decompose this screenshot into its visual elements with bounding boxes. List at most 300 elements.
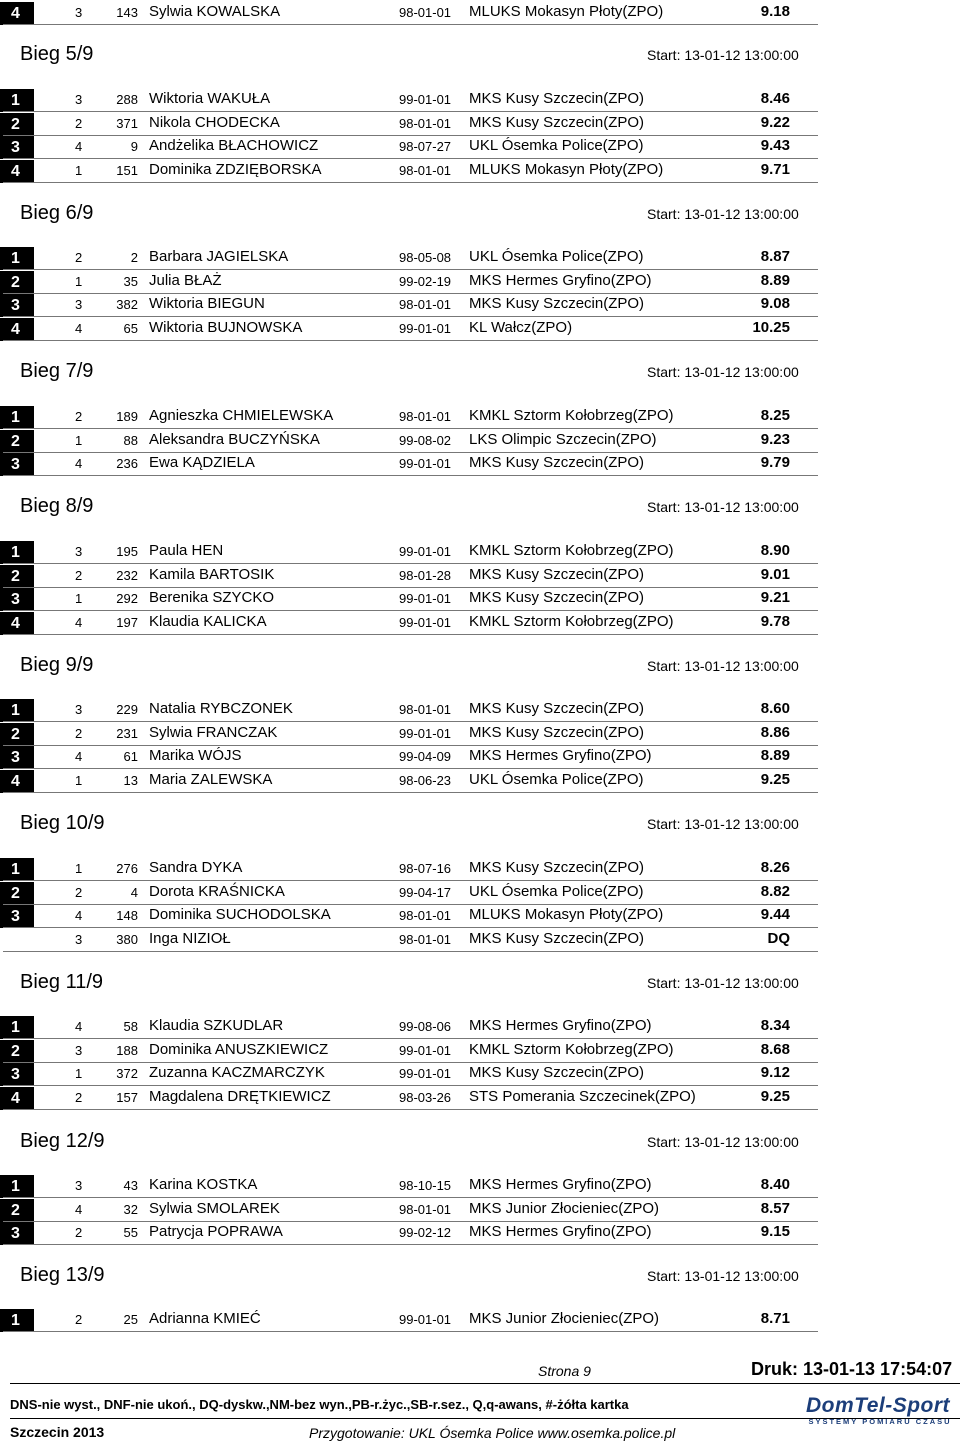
club-name: MKS Hermes Gryfino(ZPO) xyxy=(469,747,652,764)
logo-subtitle: SYSTEMY POMIARU CZASU xyxy=(808,1417,952,1426)
club-name: MKS Junior Złocieniec(ZPO) xyxy=(469,1310,660,1327)
lane-number: 3 xyxy=(75,702,83,717)
bib-number: 43 xyxy=(123,1178,138,1193)
result-time: 8.87 xyxy=(760,248,790,265)
result-row xyxy=(0,406,818,429)
bib-number: 58 xyxy=(123,1019,138,1034)
lane-number: 2 xyxy=(75,116,83,131)
heat-title: Bieg 7/9 xyxy=(20,360,94,382)
result-time: 8.25 xyxy=(760,407,790,424)
lane-number: 4 xyxy=(75,1019,83,1034)
result-time: 10.25 xyxy=(752,319,790,336)
athlete-name: Marika WÓJS xyxy=(149,747,242,764)
bib-number: 231 xyxy=(116,726,138,741)
club-name: LKS Olimpic Szczecin(ZPO) xyxy=(469,431,657,448)
birth-date: 98-03-26 xyxy=(399,1090,452,1105)
row-divider xyxy=(3,1244,818,1245)
place-badge: 4 xyxy=(0,2,34,25)
result-row xyxy=(0,746,818,769)
birth-date: 98-01-01 xyxy=(399,116,452,131)
place-badge: 2 xyxy=(0,723,34,746)
birth-date: 98-10-15 xyxy=(399,1178,452,1193)
result-time: 9.01 xyxy=(760,566,790,583)
heat-start-time: Start: 13-01-12 13:00:00 xyxy=(647,499,799,515)
row-divider xyxy=(3,1038,818,1039)
lane-number: 2 xyxy=(75,1225,83,1240)
club-name: MKS Kusy Szczecin(ZPO) xyxy=(469,114,645,131)
club-name: MKS Kusy Szczecin(ZPO) xyxy=(469,454,645,471)
heat-header xyxy=(0,196,960,236)
row-divider xyxy=(3,768,818,769)
heat-header xyxy=(0,489,960,529)
athlete-name: Berenika SZYCKO xyxy=(149,589,275,606)
place-badge: 4 xyxy=(0,612,34,635)
result-row xyxy=(0,1175,818,1198)
bib-number: 232 xyxy=(116,568,138,583)
place-badge: 2 xyxy=(0,1199,34,1222)
heat-title: Bieg 9/9 xyxy=(20,654,94,676)
lane-number: 3 xyxy=(75,932,83,947)
place-badge: 4 xyxy=(0,318,34,341)
result-time: 9.08 xyxy=(760,295,790,312)
birth-date: 99-08-02 xyxy=(399,433,452,448)
result-row xyxy=(0,1199,818,1222)
bib-number: 276 xyxy=(116,861,138,876)
club-name: UKL Ósemka Police(ZPO) xyxy=(469,137,644,154)
result-row xyxy=(0,588,818,611)
place-badge: 4 xyxy=(0,160,34,183)
heat-header xyxy=(0,354,960,394)
row-divider xyxy=(3,1085,818,1086)
place-badge: 1 xyxy=(0,1175,34,1198)
heat-header xyxy=(0,1258,960,1298)
domtel-logo xyxy=(806,1394,954,1430)
athlete-name: Barbara JAGIELSKA xyxy=(149,248,289,265)
heat-start-time: Start: 13-01-12 13:00:00 xyxy=(647,975,799,991)
bib-number: 380 xyxy=(116,932,138,947)
club-name: MKS Kusy Szczecin(ZPO) xyxy=(469,859,645,876)
lane-number: 1 xyxy=(75,163,83,178)
bib-number: 32 xyxy=(123,1202,138,1217)
club-name: KL Wałcz(ZPO) xyxy=(469,319,573,336)
result-time: 8.46 xyxy=(760,90,790,107)
result-row xyxy=(0,430,818,453)
heat-start-time: Start: 13-01-12 13:00:00 xyxy=(647,364,799,380)
result-time: 8.34 xyxy=(760,1017,790,1034)
birth-date: 99-01-01 xyxy=(399,1066,452,1081)
lane-number: 3 xyxy=(75,1178,83,1193)
club-name: MKS Hermes Gryfino(ZPO) xyxy=(469,272,652,289)
result-time: 8.71 xyxy=(760,1310,790,1327)
place-badge: 4 xyxy=(0,770,34,793)
athlete-name: Maria ZALEWSKA xyxy=(149,771,273,788)
birth-date: 99-01-01 xyxy=(399,615,452,630)
birth-date: 99-01-01 xyxy=(399,456,452,471)
result-row xyxy=(0,294,818,317)
club-name: MKS Junior Złocieniec(ZPO) xyxy=(469,1200,660,1217)
result-time: 9.23 xyxy=(760,431,790,448)
bib-number: 148 xyxy=(116,908,138,923)
athlete-name: Aleksandra BUCZYŃSKA xyxy=(149,431,320,448)
result-time: 9.15 xyxy=(760,1223,790,1240)
athlete-name: Sylwia SMOLAREK xyxy=(149,1200,280,1217)
bib-number: 2 xyxy=(130,250,138,265)
row-divider xyxy=(3,880,818,881)
result-row xyxy=(0,1222,818,1245)
bib-number: 197 xyxy=(116,615,138,630)
birth-date: 99-01-01 xyxy=(399,726,452,741)
club-name: MLUKS Mokasyn Płoty(ZPO) xyxy=(469,906,664,923)
club-name: MLUKS Mokasyn Płoty(ZPO) xyxy=(469,3,664,20)
athlete-name: Magdalena DRĘTKIEWICZ xyxy=(149,1088,331,1105)
birth-date: 99-02-19 xyxy=(399,274,452,289)
athlete-name: Dorota KRAŚNICKA xyxy=(149,883,285,900)
heat-header xyxy=(0,37,960,77)
row-divider xyxy=(3,316,818,317)
heat-start-time: Start: 13-01-12 13:00:00 xyxy=(647,1268,799,1284)
row-divider xyxy=(3,721,818,722)
birth-date: 98-01-01 xyxy=(399,1202,452,1217)
athlete-name: Agnieszka CHMIELEWSKA xyxy=(149,407,334,424)
club-name: MKS Hermes Gryfino(ZPO) xyxy=(469,1176,652,1193)
bib-number: 382 xyxy=(116,297,138,312)
place-badge: 2 xyxy=(0,271,34,294)
athlete-name: Andżelika BŁACHOWICZ xyxy=(149,137,319,154)
lane-number: 4 xyxy=(75,749,83,764)
prepared-by: Przygotowanie: UKL Ósemka Police www.osemka.police.pl xyxy=(309,1425,676,1441)
place-badge: 3 xyxy=(0,294,34,317)
lane-number: 1 xyxy=(75,861,83,876)
club-name: MKS Kusy Szczecin(ZPO) xyxy=(469,90,645,107)
athlete-name: Klaudia KALICKA xyxy=(149,613,267,630)
result-row xyxy=(0,1087,818,1110)
result-time: 9.22 xyxy=(760,114,790,131)
athlete-name: Sylwia FRANCZAK xyxy=(149,724,278,741)
lane-number: 2 xyxy=(75,409,83,424)
bib-number: 195 xyxy=(116,544,138,559)
result-row xyxy=(0,136,818,159)
place-badge: 2 xyxy=(0,113,34,136)
bib-number: 55 xyxy=(123,1225,138,1240)
heat-title: Bieg 8/9 xyxy=(20,495,94,517)
birth-date: 99-01-01 xyxy=(399,544,452,559)
athlete-name: Ewa KĄDZIELA xyxy=(149,454,255,471)
bib-number: 292 xyxy=(116,591,138,606)
athlete-name: Julia BŁAŻ xyxy=(149,272,222,289)
result-time: 9.79 xyxy=(760,454,790,471)
heat-start-time: Start: 13-01-12 13:00:00 xyxy=(647,206,799,222)
lane-number: 3 xyxy=(75,5,83,20)
bib-number: 288 xyxy=(116,92,138,107)
row-divider xyxy=(3,610,818,611)
birth-date: 98-05-08 xyxy=(399,250,452,265)
row-divider xyxy=(3,634,818,635)
club-name: KMKL Sztorm Kołobrzeg(ZPO) xyxy=(469,407,674,424)
club-name: KMKL Sztorm Kołobrzeg(ZPO) xyxy=(469,1041,674,1058)
place-badge: 1 xyxy=(0,1309,34,1332)
athlete-name: Wiktoria WAKUŁA xyxy=(149,90,271,107)
place-badge: 3 xyxy=(0,1222,34,1245)
row-divider xyxy=(3,1197,818,1198)
place-badge: 3 xyxy=(0,136,34,159)
result-row xyxy=(0,247,818,270)
row-divider xyxy=(3,792,818,793)
result-time: 8.68 xyxy=(760,1041,790,1058)
club-name: MKS Hermes Gryfino(ZPO) xyxy=(469,1017,652,1034)
result-row xyxy=(0,905,818,928)
club-name: KMKL Sztorm Kołobrzeg(ZPO) xyxy=(469,542,674,559)
heat-title: Bieg 5/9 xyxy=(20,43,94,65)
place-badge: 2 xyxy=(0,430,34,453)
athlete-name: Dominika SUCHODOLSKA xyxy=(149,906,331,923)
lane-number: 4 xyxy=(75,456,83,471)
lane-number: 1 xyxy=(75,591,83,606)
lane-number: 4 xyxy=(75,908,83,923)
lane-number: 3 xyxy=(75,544,83,559)
place-badge: 1 xyxy=(0,247,34,270)
row-divider xyxy=(3,158,818,159)
row-divider xyxy=(3,1331,818,1332)
bib-number: 61 xyxy=(123,749,138,764)
row-divider xyxy=(3,24,818,25)
place-badge: 1 xyxy=(0,406,34,429)
row-divider xyxy=(3,951,818,952)
lane-number: 4 xyxy=(75,139,83,154)
birth-date: 98-06-23 xyxy=(399,773,452,788)
lane-number: 4 xyxy=(75,1202,83,1217)
result-time: 8.60 xyxy=(760,700,790,717)
birth-date: 98-01-01 xyxy=(399,702,452,717)
club-name: UKL Ósemka Police(ZPO) xyxy=(469,248,644,265)
bib-number: 65 xyxy=(123,321,138,336)
heat-header xyxy=(0,965,960,1005)
result-time: 9.71 xyxy=(760,161,790,178)
result-row xyxy=(0,89,818,112)
row-divider xyxy=(3,182,818,183)
bib-number: 88 xyxy=(123,433,138,448)
athlete-name: Dominika ANUSZKIEWICZ xyxy=(149,1041,329,1058)
heat-title: Bieg 12/9 xyxy=(20,1130,105,1152)
athlete-name: Sylwia KOWALSKA xyxy=(149,3,281,20)
place-badge: 3 xyxy=(0,588,34,611)
print-timestamp: Druk: 13-01-13 17:54:07 xyxy=(751,1359,953,1379)
club-name: MKS Kusy Szczecin(ZPO) xyxy=(469,295,645,312)
lane-number: 2 xyxy=(75,1312,83,1327)
result-row xyxy=(0,612,818,635)
place-badge: 2 xyxy=(0,882,34,905)
event-location: Szczecin 2013 xyxy=(10,1424,105,1440)
result-row xyxy=(0,160,818,183)
result-row xyxy=(0,882,818,905)
row-divider xyxy=(3,269,818,270)
birth-date: 98-01-01 xyxy=(399,908,452,923)
heat-header xyxy=(0,1124,960,1164)
birth-date: 98-01-01 xyxy=(399,409,452,424)
result-time: 8.89 xyxy=(760,747,790,764)
birth-date: 98-01-01 xyxy=(399,5,452,20)
place-badge: 1 xyxy=(0,1016,34,1039)
club-name: MKS Hermes Gryfino(ZPO) xyxy=(469,1223,652,1240)
club-name: MLUKS Mokasyn Płoty(ZPO) xyxy=(469,161,664,178)
result-row xyxy=(0,541,818,564)
athlete-name: Adrianna KMIEĆ xyxy=(149,1310,261,1327)
result-row xyxy=(0,2,818,25)
birth-date: 98-01-01 xyxy=(399,932,452,947)
result-time: 8.90 xyxy=(760,542,790,559)
result-time: 9.25 xyxy=(760,771,790,788)
place-badge: 4 xyxy=(0,1087,34,1110)
bib-number: 236 xyxy=(116,456,138,471)
heat-title: Bieg 13/9 xyxy=(20,1264,105,1286)
athlete-name: Dominika ZDZIĘBORSKA xyxy=(149,161,322,178)
athlete-name: Klaudia SZKUDLAR xyxy=(149,1017,284,1034)
lane-number: 3 xyxy=(75,92,83,107)
bib-number: 188 xyxy=(116,1043,138,1058)
lane-number: 4 xyxy=(75,321,83,336)
result-time: 8.40 xyxy=(760,1176,790,1193)
birth-date: 99-01-01 xyxy=(399,1312,452,1327)
heat-start-time: Start: 13-01-12 13:00:00 xyxy=(647,816,799,832)
result-row xyxy=(0,1309,818,1332)
birth-date: 98-07-27 xyxy=(399,139,452,154)
birth-date: 98-01-28 xyxy=(399,568,452,583)
bib-number: 4 xyxy=(130,885,138,900)
bib-number: 9 xyxy=(130,139,138,154)
bib-number: 25 xyxy=(123,1312,138,1327)
place-badge: 3 xyxy=(0,453,34,476)
lane-number: 2 xyxy=(75,885,83,900)
birth-date: 99-02-12 xyxy=(399,1225,452,1240)
club-name: MKS Kusy Szczecin(ZPO) xyxy=(469,700,645,717)
bib-number: 35 xyxy=(123,274,138,289)
lane-number: 3 xyxy=(75,297,83,312)
athlete-name: Patrycja POPRAWA xyxy=(149,1223,283,1240)
club-name: MKS Kusy Szczecin(ZPO) xyxy=(469,589,645,606)
result-time: DQ xyxy=(767,930,790,947)
heat-start-time: Start: 13-01-12 13:00:00 xyxy=(647,658,799,674)
lane-number: 1 xyxy=(75,773,83,788)
row-divider xyxy=(3,428,818,429)
birth-date: 99-01-01 xyxy=(399,321,452,336)
result-row xyxy=(0,1040,818,1063)
row-divider xyxy=(3,340,818,341)
club-name: MKS Kusy Szczecin(ZPO) xyxy=(469,1064,645,1081)
bib-number: 372 xyxy=(116,1066,138,1081)
result-time: 9.21 xyxy=(760,589,790,606)
bib-number: 189 xyxy=(116,409,138,424)
result-time: 9.12 xyxy=(760,1064,790,1081)
birth-date: 99-08-06 xyxy=(399,1019,452,1034)
bib-number: 151 xyxy=(116,163,138,178)
result-time: 8.89 xyxy=(760,272,790,289)
heat-title: Bieg 10/9 xyxy=(20,812,105,834)
club-name: UKL Ósemka Police(ZPO) xyxy=(469,883,644,900)
row-divider xyxy=(3,111,818,112)
result-row xyxy=(0,318,818,341)
athlete-name: Paula HEN xyxy=(149,542,224,559)
row-divider xyxy=(3,1109,818,1110)
row-divider xyxy=(3,927,818,928)
result-time: 9.44 xyxy=(760,906,790,923)
birth-date: 99-04-09 xyxy=(399,749,452,764)
result-row xyxy=(0,1016,818,1039)
place-badge: 1 xyxy=(0,89,34,112)
page-number: Strona 9 xyxy=(538,1363,591,1379)
heat-start-time: Start: 13-01-12 13:00:00 xyxy=(647,47,799,63)
lane-number: 2 xyxy=(75,726,83,741)
lane-number: 2 xyxy=(75,568,83,583)
birth-date: 99-04-17 xyxy=(399,885,452,900)
result-row xyxy=(0,929,818,952)
club-name: KMKL Sztorm Kołobrzeg(ZPO) xyxy=(469,613,674,630)
abbreviation-legend: DNS-nie wyst., DNF-nie ukoń., DQ-dyskw.,NM-bez wyn.,PB-r.życ.,SB-r.sez., Q,q-awans, #-żółta kartka xyxy=(10,1397,629,1412)
result-time: 8.82 xyxy=(760,883,790,900)
club-name: MKS Kusy Szczecin(ZPO) xyxy=(469,930,645,947)
lane-number: 3 xyxy=(75,1043,83,1058)
heat-title: Bieg 6/9 xyxy=(20,202,94,224)
athlete-name: Kamila BARTOSIK xyxy=(149,566,275,583)
bib-number: 157 xyxy=(116,1090,138,1105)
result-row xyxy=(0,453,818,476)
result-time: 9.78 xyxy=(760,613,790,630)
lane-number: 1 xyxy=(75,274,83,289)
result-time: 8.86 xyxy=(760,724,790,741)
result-row xyxy=(0,699,818,722)
place-badge: 3 xyxy=(0,1063,34,1086)
place-badge: 1 xyxy=(0,541,34,564)
place-badge: 3 xyxy=(0,905,34,928)
result-row xyxy=(0,271,818,294)
club-name: MKS Kusy Szczecin(ZPO) xyxy=(469,724,645,741)
place-badge: 2 xyxy=(0,1040,34,1063)
place-badge: 1 xyxy=(0,699,34,722)
birth-date: 98-01-01 xyxy=(399,297,452,312)
lane-number: 1 xyxy=(75,433,83,448)
athlete-name: Natalia RYBCZONEK xyxy=(149,700,293,717)
athlete-name: Zuzanna KACZMARCZYK xyxy=(149,1064,325,1081)
birth-date: 99-01-01 xyxy=(399,591,452,606)
birth-date: 98-07-16 xyxy=(399,861,452,876)
result-row xyxy=(0,723,818,746)
club-name: STS Pomerania Szczecinek(ZPO) xyxy=(469,1088,696,1105)
heat-title: Bieg 11/9 xyxy=(20,971,104,993)
footer-divider-top xyxy=(10,1383,960,1384)
birth-date: 99-01-01 xyxy=(399,92,452,107)
row-divider xyxy=(3,475,818,476)
bib-number: 229 xyxy=(116,702,138,717)
heat-header xyxy=(0,806,960,846)
result-row xyxy=(0,1063,818,1086)
place-badge: 1 xyxy=(0,858,34,881)
heat-header xyxy=(0,648,960,688)
bib-number: 13 xyxy=(123,773,138,788)
athlete-name: Wiktoria BUJNOWSKA xyxy=(149,319,303,336)
club-name: MKS Kusy Szczecin(ZPO) xyxy=(469,566,645,583)
result-row xyxy=(0,565,818,588)
athlete-name: Karina KOSTKA xyxy=(149,1176,258,1193)
athlete-name: Sandra DYKA xyxy=(149,859,243,876)
result-row xyxy=(0,858,818,881)
club-name: UKL Ósemka Police(ZPO) xyxy=(469,771,644,788)
place-badge: 3 xyxy=(0,746,34,769)
bib-number: 143 xyxy=(116,5,138,20)
logo-text: DomTel-Sport xyxy=(806,1394,951,1417)
lane-number: 1 xyxy=(75,1066,83,1081)
birth-date: 98-01-01 xyxy=(399,163,452,178)
place-badge: 2 xyxy=(0,565,34,588)
athlete-name: Wiktoria BIEGUN xyxy=(149,295,265,312)
result-time: 9.25 xyxy=(760,1088,790,1105)
